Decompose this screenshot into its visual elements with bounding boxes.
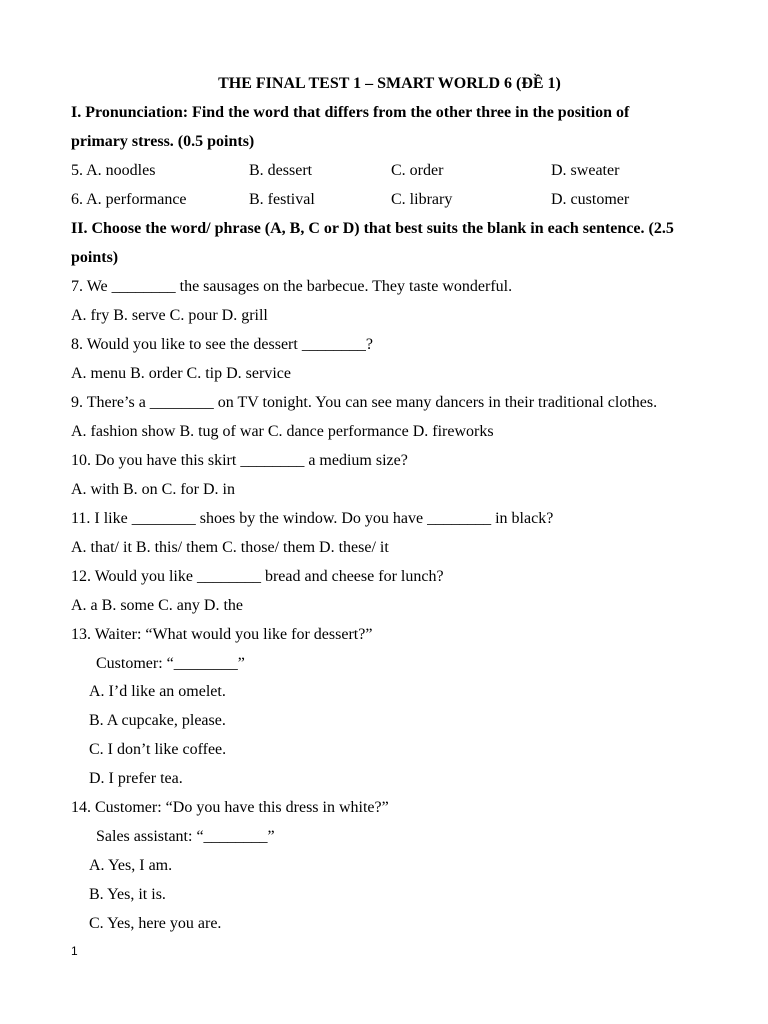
question-14-stem: 14. Customer: “Do you have this dress in white?” — [71, 799, 389, 816]
document-title: THE FINAL TEST 1 – SMART WORLD 6 (ĐỀ 1) — [218, 75, 561, 92]
option-c: C. those/ them — [222, 539, 316, 556]
question-10-stem: 10. Do you have this skirt ________ a medium size? — [71, 452, 408, 469]
option-d: D. fireworks — [412, 423, 494, 440]
option-b: B. serve — [113, 307, 166, 324]
section1-heading: I. Pronunciation: Find the word that differs from the other three in the position of — [71, 104, 630, 121]
option-d: D. customer — [551, 191, 630, 208]
question-12-options — [71, 591, 708, 620]
option-b: B. this/ them — [135, 539, 219, 556]
question-7-stem: 7. We ________ the sausages on the barbecue. They taste wonderful. — [71, 278, 513, 295]
option-b: B. some — [101, 597, 155, 614]
option-c: C. I don’t like coffee. — [89, 741, 227, 758]
question-14-reply: Sales assistant: “________” — [96, 828, 275, 845]
question-9-options — [71, 417, 708, 446]
option-a: A. a — [71, 597, 98, 614]
question-8-stem: 8. Would you like to see the dessert ________? — [71, 336, 373, 353]
option-d: D. in — [203, 481, 235, 498]
question-10-options — [71, 475, 708, 504]
question-9-stem: 9. There’s a ________ on TV tonight. You can see many dancers in their traditional clothes. — [71, 394, 658, 411]
option-d: D. I prefer tea. — [89, 770, 183, 787]
question-number: 6. — [71, 191, 83, 208]
question-13-reply: Customer: “________” — [96, 655, 245, 672]
option-d: D. these/ it — [319, 539, 389, 556]
question-11-stem: 11. I like ________ shoes by the window. Do you have ________ in black? — [71, 510, 554, 527]
section1-heading-cont: primary stress. (0.5 points) — [71, 133, 255, 150]
option-b: B. dessert — [249, 162, 313, 179]
option-d: D. sweater — [551, 162, 620, 179]
question-13-stem: 13. Waiter: “What would you like for dessert?” — [71, 626, 373, 643]
option-d: D. grill — [221, 307, 268, 324]
question-7-options — [71, 301, 708, 330]
option-c: C. library — [391, 191, 453, 208]
option-c: C. any — [158, 597, 200, 614]
option-b: B. tug of war — [179, 423, 264, 440]
option-c: C. pour — [169, 307, 218, 324]
question-8-options — [71, 359, 708, 388]
question-number: 5. — [71, 162, 83, 179]
option-c: C. order — [391, 162, 444, 179]
option-b: B. A cupcake, please. — [89, 712, 226, 729]
option-a: A. that/ it — [71, 539, 132, 556]
option-a: A. menu — [71, 365, 127, 382]
question-5 — [71, 156, 708, 185]
option-a: A. Yes, I am. — [89, 857, 173, 874]
option-b: B. Yes, it is. — [89, 886, 166, 903]
option-c: C. dance performance — [267, 423, 409, 440]
question-11-options — [71, 533, 708, 562]
question-6-options — [71, 185, 187, 214]
option-b: B. on — [123, 481, 158, 498]
option-b: B. order — [130, 365, 183, 382]
option-c: C. tip — [186, 365, 223, 382]
question-5-options — [71, 156, 155, 185]
option-b: B. festival — [249, 191, 315, 208]
question-12-stem: 12. Would you like ________ bread and cheese for lunch? — [71, 568, 444, 585]
option-a: A. with — [71, 481, 119, 498]
option-a: A. performance — [86, 191, 187, 208]
option-a: A. noodles — [86, 162, 156, 179]
option-c: C. Yes, here you are. — [89, 915, 222, 932]
option-a: A. I’d like an omelet. — [89, 683, 226, 700]
option-a: A. fashion show — [71, 423, 176, 440]
option-d: D. service — [226, 365, 291, 382]
option-d: D. the — [203, 597, 243, 614]
section2-heading-cont: points) — [71, 249, 119, 266]
option-a: A. fry — [71, 307, 110, 324]
question-6 — [71, 185, 708, 214]
option-c: C. for — [161, 481, 199, 498]
page-number: 1 — [71, 944, 78, 958]
section2-heading: II. Choose the word/ phrase (A, B, C or D) that best suits the blank in each sentence. (2.5 — [71, 220, 674, 237]
